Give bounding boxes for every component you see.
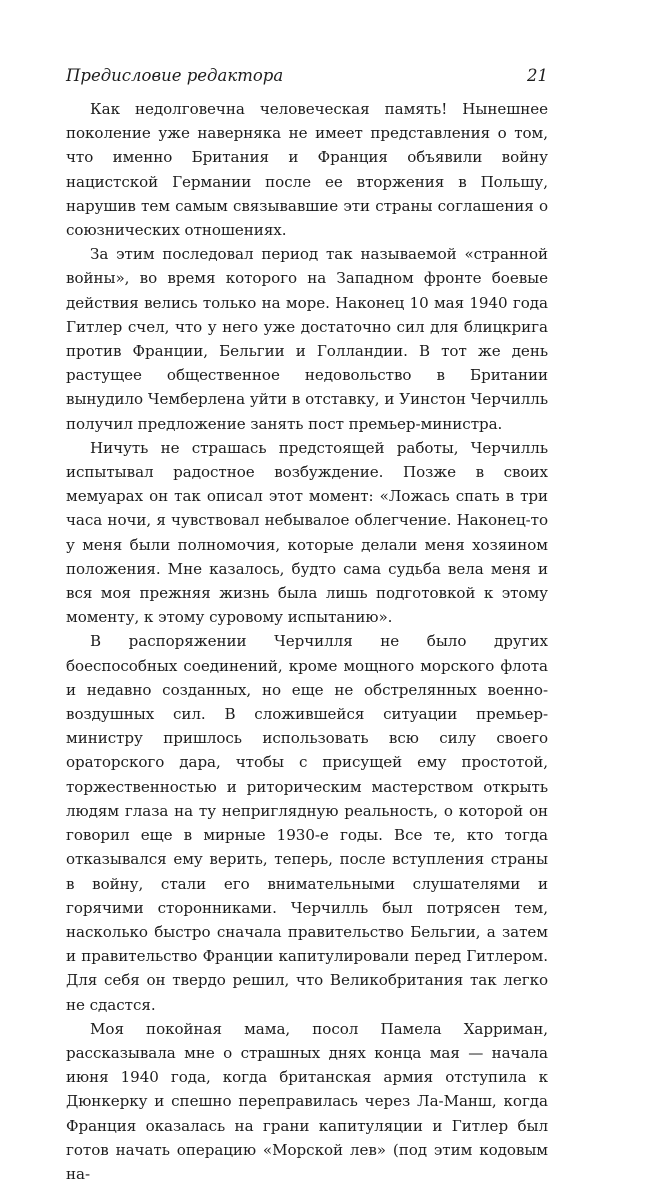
paragraph-4: В распоряжении Черчилля не было других боеспособных соединений, кроме мощного морского флота и недавно созданных, но еще не обстрелянных военно-воздушных сил. В сложившейся ситуации премьер-министру пришлось использовать всю силу своего ораторского дара, чтобы с присущей ему простотой, торжественностью и риторическим мастерством открыть людям глаза на ту неприглядную реальность, о которой он говорил еще в мирные 1930-е годы. Все те, кто тогда отказывался ему верить, теперь, после вступления страны в войну, стали его внимательными слушателями и горячими сторонниками. Черчилль был потрясен тем, насколько быстро сначала правительство Бельгии, а затем и правительство Франции капитулировали перед Гитлером. Для себя он твердо решил, что Великобритания так легко не сдастся. [66,632,548,1014]
page-header [66,64,548,88]
body-text [66,97,548,1186]
paragraph-1: Как недолговечна человеческая память! Нынешнее поколение уже наверняка не имеет представления о том, что именно Британия и Франция объявили войну нацистской Германии после ее вторжения в Польшу, нарушив тем самым связывавшие эти страны соглашения о союзнических отношениях. [66,100,548,240]
page-number: 21 [527,66,548,85]
paragraph-3: Ничуть не страшась предстоящей работы, Черчилль испытывал радостное возбуждение. Позже в своих мемуарах он так описал этот момент: «Ложась спать в три часа ночи, я чувствовал небывалое облегчение. Наконец-то у меня были полномочия, которые делали меня хозяином положения. Мне казалось, будто сама судьба вела меня и вся моя прежняя жизнь была лишь подготовкой к этому моменту, к этому суровому испытанию». [66,438,548,627]
paragraph-2: За этим последовал период так называемой «странной войны», во время которого на Западном фронте боевые действия велись только на море. Наконец 10 мая 1940 года Гитлер счел, что у него уже достаточно сил для блицкрига против Франции, Бельгии и Голландии. В тот же день растущее общественное недовольство в Британии вынудило Чемберлена уйти в отставку, и Уинстон Черчилль получил предложение занять пост премьер-министра. [66,245,548,433]
paragraph-5: Моя покойная мама, посол Памела Харриман, рассказывала мне о страшных днях конца мая — начала июня 1940 года, когда британская армия отступила к Дюнкерку и спешно переправилась через Ла-Манш, когда Франция оказалась на грани капитуляции и Гитлер был готов начать операцию «Морской лев» (под этим кодовым на- [66,1019,548,1183]
running-title: Предисловие редактора [66,66,284,85]
